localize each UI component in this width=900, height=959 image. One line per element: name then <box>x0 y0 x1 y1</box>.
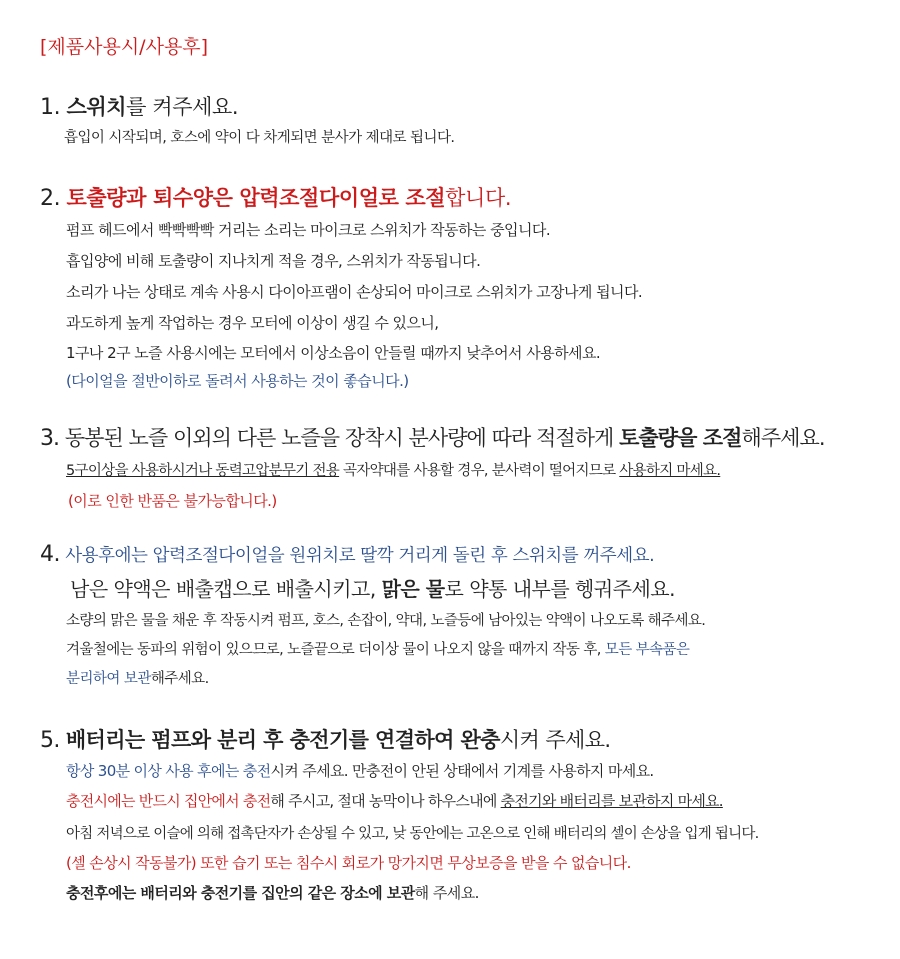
section-5-line-2-red: 충전시에는 반드시 집안에서 충전 <box>66 792 271 810</box>
section-4-line-3-blue: 분리하여 보관 <box>66 671 151 687</box>
section-5-line-2-underlined: 충전기와 배터리를 보관하지 마세요. <box>500 792 723 810</box>
section-1-number: 1. <box>40 95 61 120</box>
section-5-heading <box>40 724 610 754</box>
section-5-line-1-rest: 시켜 주세요. 만충전이 안된 상태에서 기계를 사용하지 마세요. <box>270 762 654 780</box>
section-1-heading <box>40 91 238 121</box>
section-3-heading-rest: 해주세요. <box>741 426 825 450</box>
section-3-number: 3. <box>40 426 60 451</box>
section-1-line-1: 흡입이 시작되며, 호스에 약이 다 차게되면 분사가 제대로 됩니다. <box>64 130 455 146</box>
section-4-line-main <box>70 573 675 602</box>
section-4-clean-water: 맑은 물 <box>381 577 445 601</box>
section-3-heading-text: 동봉된 노즐 이외의 다른 노즐을 장착시 분사량에 따라 적절하게 <box>64 426 620 450</box>
section-5-line-2-mid: 해 주시고, 절대 농막이나 하우스내에 <box>270 792 501 810</box>
section-5-heading-bold: 배터리는 펌프와 분리 후 충전기를 연결하여 완충 <box>65 728 500 752</box>
section-3-line-1 <box>66 459 720 480</box>
section-4-line-2-blue: 모든 부속품은 <box>604 642 690 658</box>
section-2-heading-rest: 합니다. <box>445 186 512 210</box>
section-2-line-4: 과도하게 높게 작업하는 경우 모터에 이상이 생길 수 있으니, <box>66 314 439 332</box>
section-5-line-2 <box>66 790 723 811</box>
section-2-line-2: 흡입양에 비해 토출량이 지나치게 적을 경우, 스위치가 작동됩니다. <box>66 252 481 270</box>
section-5-line-4: (셀 손상시 작동불가) 또한 습기 또는 침수시 회로가 망가지면 무상보증을 받을 수 없습니다. <box>66 854 631 872</box>
section-3-heading <box>40 422 825 452</box>
section-5-line-5 <box>66 882 479 903</box>
section-4-line-1: 소량의 맑은 물을 채운 후 작동시켜 펌프, 호스, 손잡이, 약대, 노즐등에 남아있는 약액이 나오도록 해주세요. <box>66 613 706 629</box>
section-3-heading-bold: 토출량을 조절 <box>619 426 742 450</box>
section-5-line-5-bold: 충전후에는 배터리와 충전기를 집안의 같은 장소에 보관 <box>66 884 415 902</box>
section-5-number: 5. <box>40 728 60 753</box>
section-4-heading <box>40 542 654 567</box>
page-title: [제품사용시/사용후] <box>40 36 209 58</box>
section-2-line-6: (다이얼을 절반이하로 돌려서 사용하는 것이 좋습니다.) <box>66 372 409 390</box>
section-1-heading-rest: 를 켜주세요. <box>126 95 239 119</box>
section-4-heading-text: 사용후에는 압력조절다이얼을 원위치로 딸깍 거리게 돌린 후 스위치를 꺼주세요. <box>65 546 655 566</box>
section-4-number: 4. <box>40 542 61 567</box>
section-4-main-text: 남은 약액은 배출캡으로 배출시키고, <box>70 577 382 601</box>
section-5-line-1-blue: 항상 30분 이상 사용 후에는 충전 <box>66 762 271 780</box>
section-4-line-3-rest: 해주세요. <box>150 671 209 687</box>
section-2-line-1: 펌프 헤드에서 빡빡빡빡 거리는 소리는 마이크로 스위치가 작동하는 중입니다. <box>66 221 551 239</box>
section-2-heading-bold: 토출량과 퇴수양은 압력조절다이얼로 조절 <box>66 186 446 210</box>
section-5-line-3: 아침 저녁으로 이슬에 의해 접촉단자가 손상될 수 있고, 낮 동안에는 고온으로 인해 배터리의 셀이 손상을 입게 됩니다. <box>66 826 759 842</box>
section-2-heading <box>40 182 511 212</box>
section-5-line-1 <box>66 760 654 781</box>
section-4-line-2 <box>66 638 689 659</box>
section-5-heading-rest: 시켜 주세요. <box>499 728 611 752</box>
section-3-warning-underlined: 5구이상을 사용하시거나 동력고압분무기 전용 <box>66 463 340 479</box>
section-2-line-3: 소리가 나는 상태로 계속 사용시 다이아프램이 손상되어 마이크로 스위치가 고장나게 됩니다. <box>66 283 643 301</box>
section-3-line-2: (이로 인한 반품은 불가능합니다.) <box>68 492 277 510</box>
section-3-line-1-mid: 곡자약대를 사용할 경우, 분사력이 떨어지므로 <box>339 463 620 479</box>
section-4-main-rest: 로 약통 내부를 헹궈주세요. <box>444 577 675 601</box>
section-3-do-not-use: 사용하지 마세요. <box>619 463 721 479</box>
section-1-heading-bold: 스위치 <box>66 95 127 119</box>
section-5-line-5-rest: 해 주세요. <box>414 884 479 902</box>
section-4-line-3 <box>66 667 209 688</box>
section-2-line-5: 1구나 2구 노즐 사용시에는 모터에서 이상소음이 안들릴 때까지 낮추어서 사용하세요. <box>66 344 601 362</box>
section-4-line-2-text: 겨울철에는 동파의 위험이 있으므로, 노즐끝으로 더이상 물이 나오지 않을 때까지 작동 후, <box>66 642 605 658</box>
section-2-number: 2. <box>40 186 61 211</box>
